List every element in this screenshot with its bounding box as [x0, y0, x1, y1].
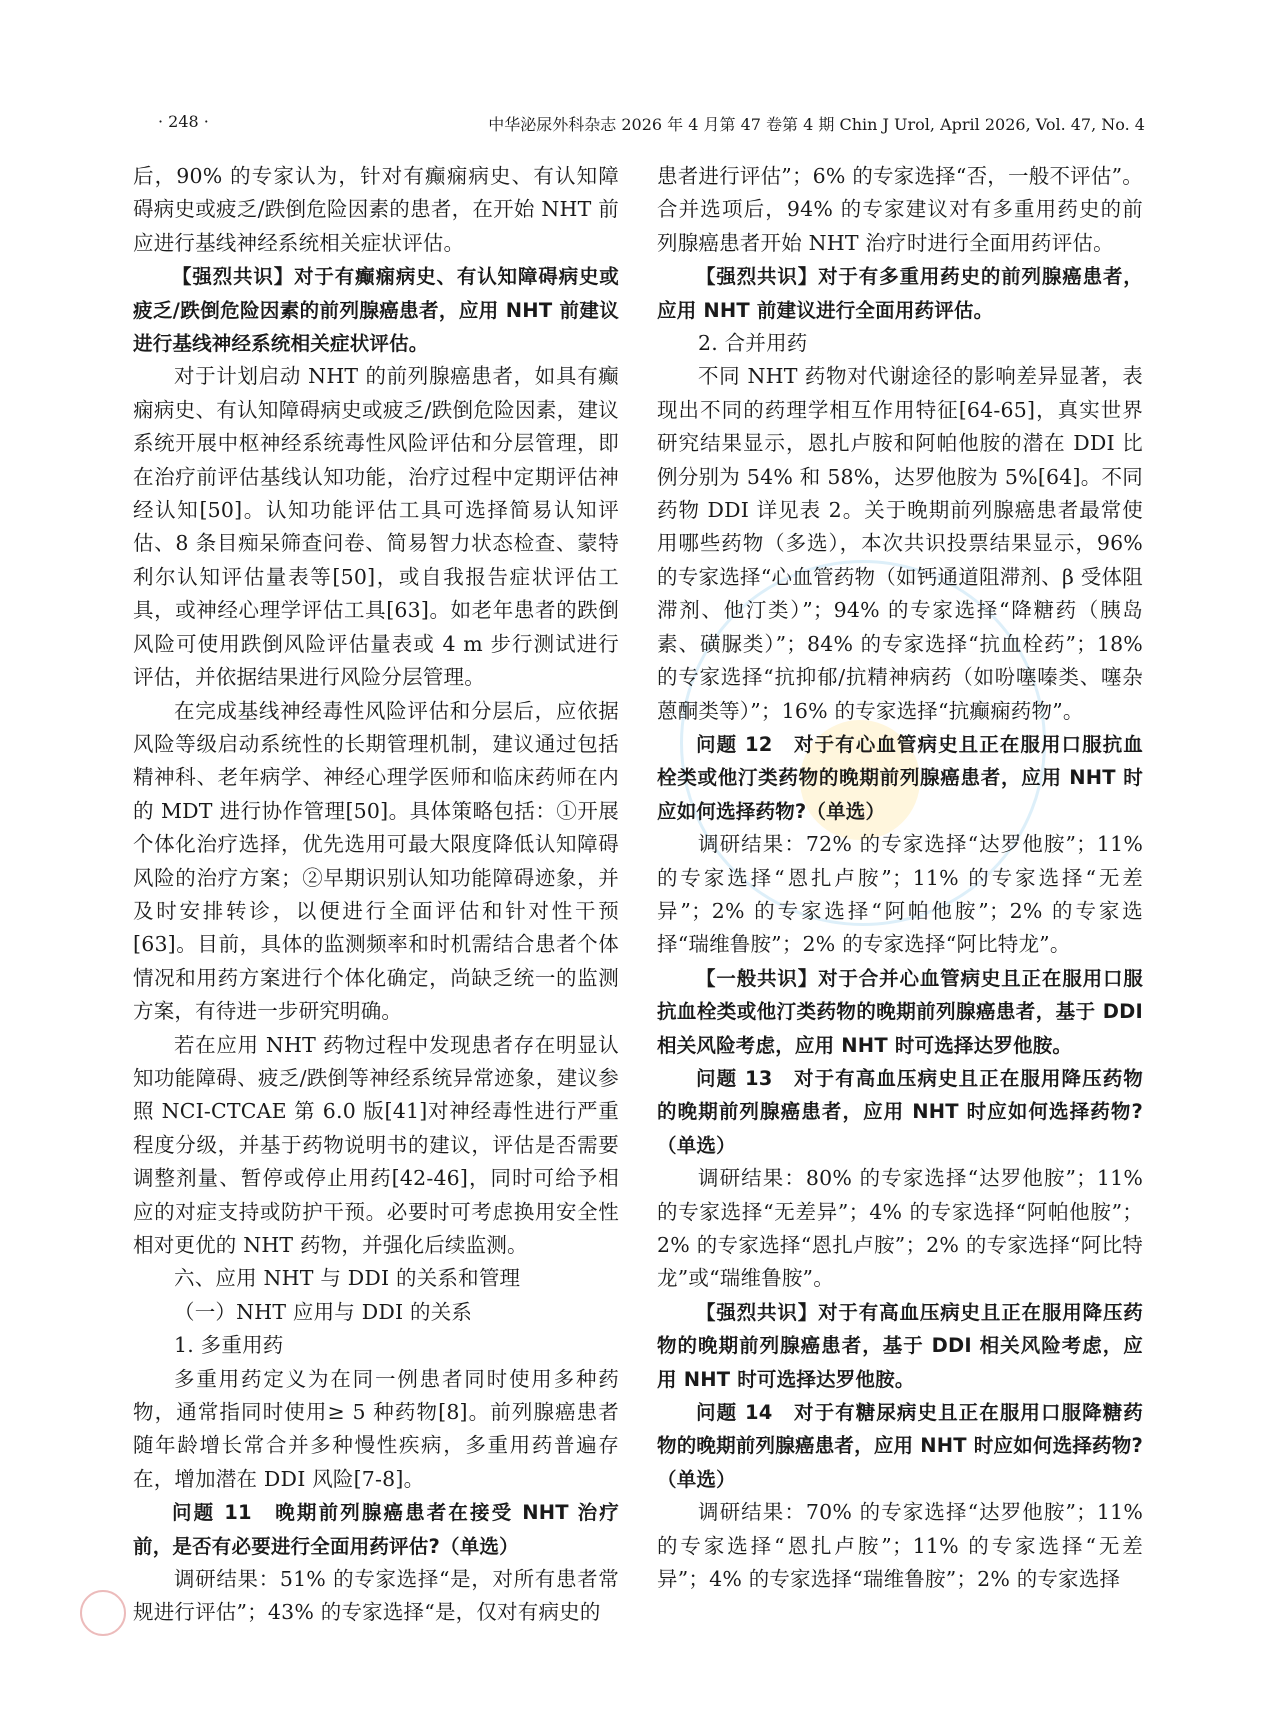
journal-running-head: 中华泌尿外科杂志 2026 年 4 月第 47 卷第 4 期 Chin J Urol, April 2026, Vol. 47, No. 4 [488, 115, 1145, 134]
paragraph: 后，90% 的专家认为，针对有癫痫病史、有认知障碍病史或疲乏/跌倒危险因素的患者，在开始 NHT 前应进行基线神经系统相关症状评估。 [133, 164, 619, 255]
paragraph: 若在应用 NHT 药物过程中发现患者存在明显认知功能障碍、疲乏/跌倒等神经系统异常迹象，建议参照 NCI-CTCAE 第 6.0 版[41]对神经毒性进行严重程度分级，并基于药物说明书的建议，评估是否需要调整剂量、暂停或停止用药[42-46]，同时可给予相应的对症支持或防护干预。必要时可考虑换用安全性相对更优的 NHT 药物，并强化后续监测。 [133, 1032, 619, 1257]
paragraph: 调研结果：51% 的专家选择“是，对所有患者常规进行评估”；43% 的专家选择“是，仅对有病史的 [133, 1567, 619, 1625]
page-number: · 248 · [158, 112, 209, 131]
paragraph: 多重用药定义为在同一例患者同时使用多种药物，通常指同时使用≥ 5 种药物[8]。前列腺癌患者随年龄增长常合并多种慢性疾病，多重用药普遍存在，增加潜在 DDI 风险[7-8]。 [133, 1366, 619, 1491]
paragraph: 患者进行评估”；6% 的专家选择“否，一般不评估”。合并选项后，94% 的专家建议对有多重用药史的前列腺癌患者开始 NHT 治疗时进行全面用药评估。 [657, 164, 1143, 255]
paragraph: 不同 NHT 药物对代谢途径的影响差异显著，表现出不同的药理学相互作用特征[64-65]，真实世界研究结果显示，恩扎卢胺和阿帕他胺的潜在 DDI 比例分别为 54% 和 58%，达罗他胺为 5%[64]。不同药物 DDI 详见表 2。关于晚期前列腺癌患者最常使用哪些药物（多选），本次共识投票结果显示，96% 的专家选择“心血管药物（如钙通道阻滞剂、β 受体阻滞剂、他汀类）”；94% 的专家选择“降糖药（胰岛素、磺脲类）”；84% 的专家选择“抗血栓药”；18% 的专家选择“抗抑郁/抗精神病药（如吩噻嗪类、噻杂蒽酮类等）”；16% 的专家选择“抗癫痫药物”。 [657, 364, 1143, 723]
paragraph: 调研结果：80% 的专家选择“达罗他胺”；11% 的专家选择“无差异”；4% 的专家选择“阿帕他胺”；2% 的专家选择“恩扎卢胺”；2% 的专家选择“阿比特龙”或“瑞维鲁胺”。 [657, 1166, 1143, 1291]
page-header [0, 112, 1276, 142]
paragraph: 在完成基线神经毒性风险评估和分层后，应依据风险等级启动系统性的长期管理机制，建议通过包括精神科、老年病学、神经心理学医师和临床药师在内的 MDT 进行协作管理[50]。具体策略包括：①开展个体化治疗选择，优先选用可最大限度降低认知障碍风险的治疗方案；②早期识别认知功能障碍迹象，并及时安排转诊，以便进行全面评估和针对性干预[63]。目前，具体的监测频率和时机需结合患者个体情况和用药方案进行个体化确定，尚缺乏统一的监测方案，有待进一步研究明确。 [133, 698, 619, 1024]
subsubsection-heading: 1. 多重用药 [174, 1333, 284, 1358]
right-column [657, 160, 1143, 1596]
paragraph: 调研结果：70% 的专家选择“达罗他胺”；11% 的专家选择“恩扎卢胺”；11% 的专家选择“无差异”；4% 的专家选择“瑞维鲁胺”；2% 的专家选择 [657, 1500, 1143, 1592]
consensus-statement: 【强烈共识】对于有多重用药史的前列腺癌患者，应用 NHT 前建议进行全面用药评估。 [657, 265, 1143, 322]
consensus-statement: 【一般共识】对于合并心血管病史且正在服用口服抗血栓类或他汀类药物的晚期前列腺癌患者，基于 DDI 相关风险考虑，应用 NHT 时可选择达罗他胺。 [657, 966, 1143, 1057]
question-13: 问题 13 对于有高血压病史且正在服用降压药物的晚期前列腺癌患者，应用 NHT 时应如何选择药物?（单选） [657, 1066, 1143, 1157]
subsection-heading: （一）NHT 应用与 DDI 的关系 [174, 1299, 473, 1324]
consensus-statement: 【强烈共识】对于有癫痫病史、有认知障碍病史或疲乏/跌倒危险因素的前列腺癌患者，应用 NHT 前建议进行基线神经系统相关症状评估。 [133, 265, 619, 356]
question-11: 问题 11 晚期前列腺癌患者在接受 NHT 治疗前，是否有必要进行全面用药评估?（单选） [133, 1501, 619, 1558]
left-column [133, 160, 619, 1630]
publisher-seal-icon [80, 1590, 126, 1636]
paragraph: 调研结果：72% 的专家选择“达罗他胺”；11% 的专家选择“恩扎卢胺”；11% 的专家选择“无差异”；2% 的专家选择“阿帕他胺”；2% 的专家选择“瑞维鲁胺”；2% 的专家选择“阿比特龙”。 [657, 832, 1143, 957]
paragraph: 对于计划启动 NHT 的前列腺癌患者，如具有癫痫病史、有认知障碍病史或疲乏/跌倒危险因素，建议系统开展中枢神经系统毒性风险评估和分层管理，即在治疗前评估基线认知功能，治疗过程中定期评估神经认知[50]。认知功能评估工具可选择简易认知评估、8 条目痴呆筛查问卷、简易智力状态检查、蒙特利尔认知评估量表等[50]，或自我报告症状评估工具，或神经心理学评估工具[63]。如老年患者的跌倒风险可使用跌倒风险评估量表或 4 m 步行测试进行评估，并依据结果进行风险分层管理。 [133, 364, 619, 690]
subsubsection-heading: 2. 合并用药 [698, 331, 808, 356]
question-12: 问题 12 对于有心血管病史且正在服用口服抗血栓类或他汀类药物的晚期前列腺癌患者，应用 NHT 时应如何选择药物?（单选） [657, 732, 1143, 823]
consensus-statement: 【强烈共识】对于有高血压病史且正在服用降压药物的晚期前列腺癌患者，基于 DDI 相关风险考虑，应用 NHT 时可选择达罗他胺。 [657, 1300, 1143, 1391]
question-14: 问题 14 对于有糖尿病史且正在服用口服降糖药物的晚期前列腺癌患者，应用 NHT 时应如何选择药物?（单选） [657, 1401, 1143, 1491]
section-heading: 六、应用 NHT 与 DDI 的关系和管理 [174, 1266, 521, 1291]
